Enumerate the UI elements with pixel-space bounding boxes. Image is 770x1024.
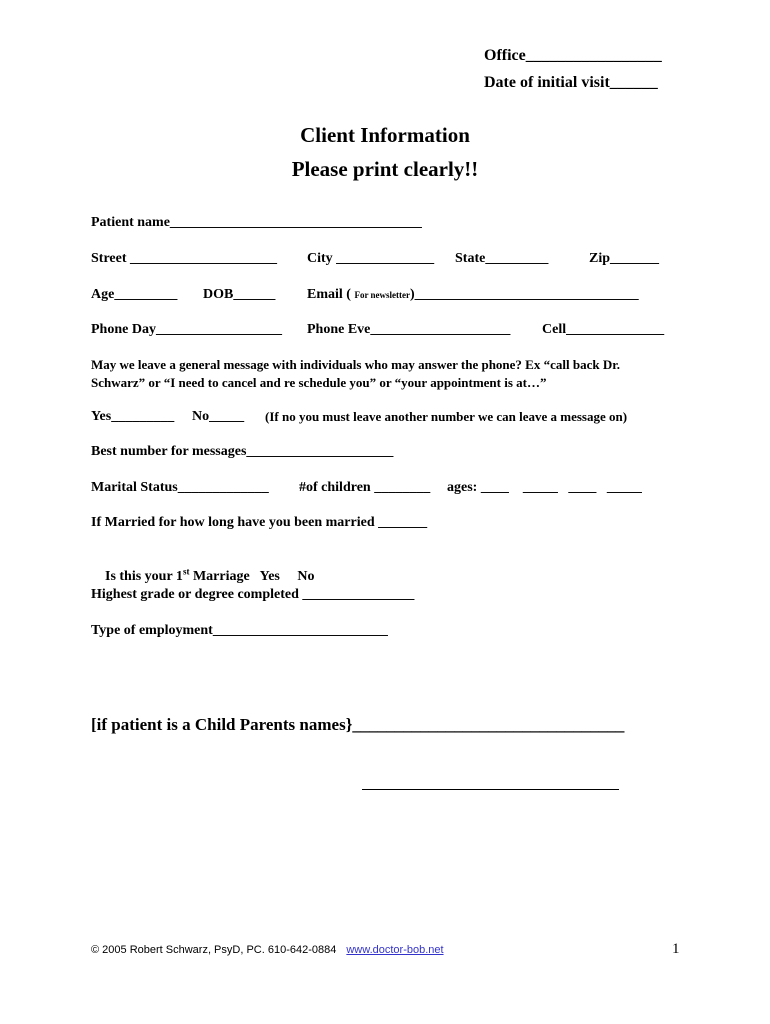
phone-eve-field[interactable]: Phone Eve____________________ [307,322,511,337]
email-field[interactable] [307,286,639,304]
patient-name-field[interactable]: Patient name____________________________________ [91,215,422,230]
best-number-field[interactable]: Best number for messages_____________________ [91,444,394,459]
yes-field[interactable]: Yes_________ [91,409,175,424]
email-line: )________________________________ [410,287,639,302]
page-footer [91,944,444,956]
state-field[interactable]: State_________ [455,251,549,266]
dob-field[interactable]: DOB______ [203,287,276,302]
message-question-line1: May we leave a general message with individuals who may answer the phone? Ex “call back Dr. [91,357,621,372]
first-marriage-options: Marriage Yes No [189,569,315,584]
phone-day-field[interactable]: Phone Day__________________ [91,322,282,337]
married-duration-field[interactable]: If Married for how long have you been married _______ [91,515,428,530]
first-marriage-sup: st [182,566,190,577]
cell-field[interactable]: Cell______________ [542,322,665,337]
office-field[interactable]: Office_________________ [484,47,662,64]
email-note: For newsletter [354,290,411,300]
marital-status-field[interactable]: Marital Status_____________ [91,480,269,495]
children-ages-field[interactable]: ages: ____ _____ ____ _____ [447,480,642,495]
parents-names-field[interactable]: [if patient is a Child Parents names}________________________________ [91,715,625,734]
employment-field[interactable]: Type of employment_________________________ [91,623,388,638]
children-count-field[interactable]: #of children ________ [299,480,431,495]
page-title: Client Information [300,123,470,147]
highest-grade-field[interactable]: Highest grade or degree completed ________________ [91,587,415,602]
city-field[interactable]: City ______________ [307,251,435,266]
first-marriage-label: Is this your 1 [105,569,183,584]
page-number: 1 [672,941,680,957]
initial-visit-field[interactable]: Date of initial visit______ [484,74,658,91]
email-label: Email ( [307,287,351,302]
page-subtitle: Please print clearly!! [291,157,479,181]
parents-names-second-line[interactable] [362,789,619,790]
no-note: (If no you must leave another number we can leave a message on) [265,409,628,424]
message-question-line2: Schwarz” or “I need to cancel and re schedule you” or “your appointment is at…” [91,375,547,390]
street-field[interactable]: Street _____________________ [91,251,277,266]
age-field[interactable]: Age_________ [91,287,178,302]
website-link[interactable]: www.doctor-bob.net [346,944,444,956]
copyright-text: © 2005 Robert Schwarz, PsyD, PC. 610-642-0884 [91,944,337,956]
zip-field[interactable]: Zip_______ [589,251,660,266]
no-field[interactable]: No_____ [192,409,245,424]
